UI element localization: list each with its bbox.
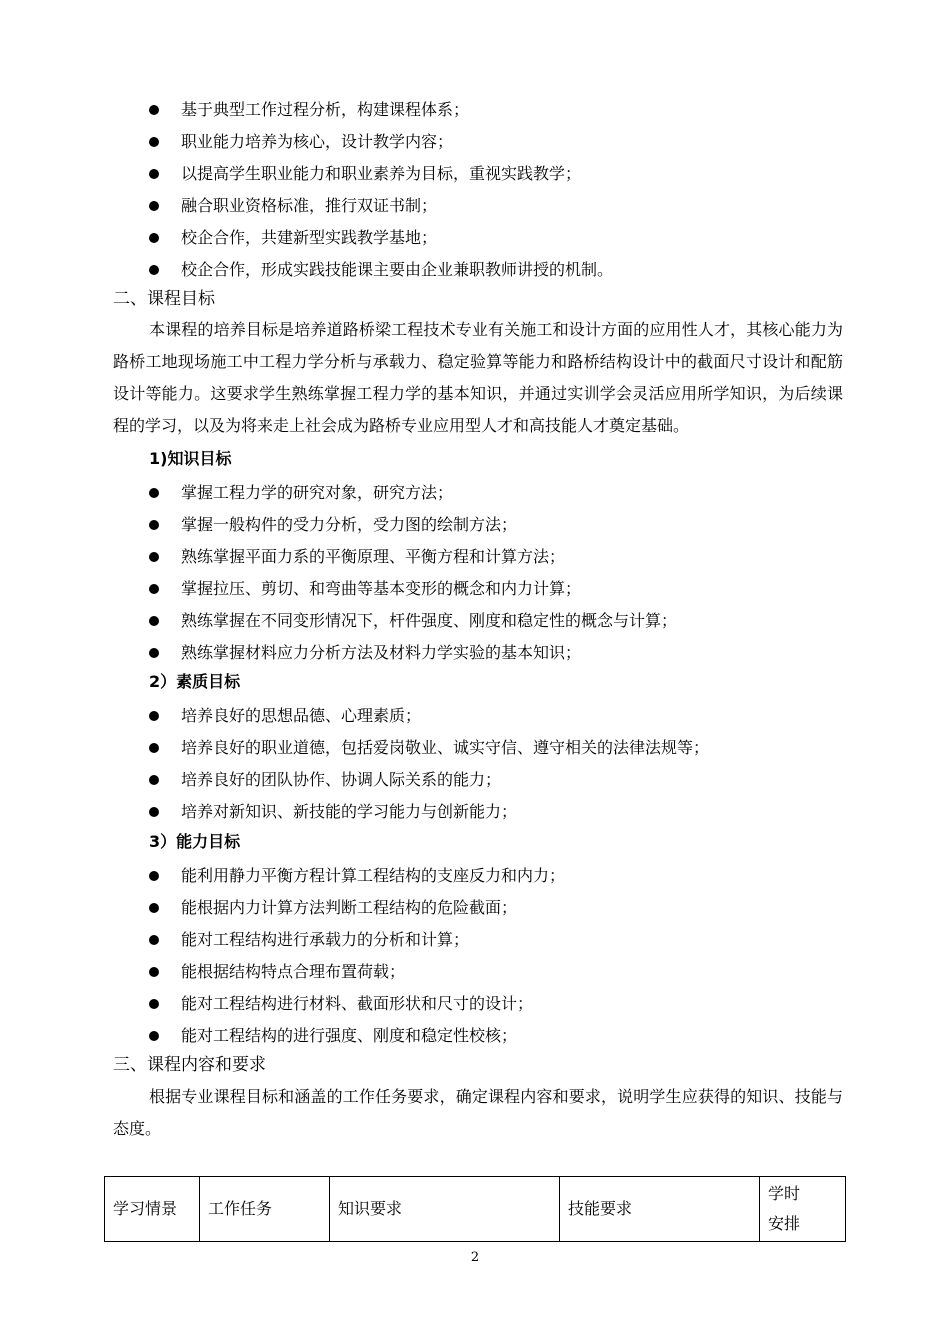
section-heading-content: 三、课程内容和要求 — [113, 1055, 266, 1075]
bullet-icon — [149, 584, 159, 594]
bullet-icon — [149, 137, 159, 147]
bullet-icon — [149, 488, 159, 498]
bullet-icon — [149, 999, 159, 1009]
table-header-cell-hours — [760, 1177, 846, 1242]
table-header-cell: 工作任务 — [200, 1177, 330, 1242]
course-schedule-table — [104, 1176, 846, 1242]
bullet-icon — [149, 265, 159, 275]
goals-paragraph: 本课程的培养目标是培养道路桥梁工程技术专业有关施工和设计方面的应用性人才，其核心能力为路桥工地现场施工中工程力学分析与承载力、稳定验算等能力和路桥结构设计中的截面尺寸设计和配筋设计等能力。这要求学生熟练掌握工程力学的基本知识，并通过实训学会灵活应用所学知识，为后续课程的学习，以及为将来走上社会成为路桥专业应用型人才和高技能人才奠定基础。 — [113, 320, 843, 435]
bullet-icon — [149, 233, 159, 243]
bullet-icon — [149, 807, 159, 817]
bullet-icon — [149, 616, 159, 626]
bullet-icon — [149, 105, 159, 115]
hours-label-line2: 安排 — [768, 1214, 801, 1233]
bullet-icon — [149, 775, 159, 785]
section-heading-goals: 二、课程目标 — [113, 289, 215, 309]
table-header-cell: 知识要求 — [330, 1177, 560, 1242]
bullet-icon — [149, 1031, 159, 1041]
bullet-icon — [149, 520, 159, 530]
bullet-icon — [149, 648, 159, 658]
bullet-icon — [149, 552, 159, 562]
bullet-icon — [149, 169, 159, 179]
content-paragraph: 根据专业课程目标和涵盖的工作任务要求，确定课程内容和要求，说明学生应获得的知识、技能与态度。 — [113, 1087, 843, 1138]
bullet-icon — [149, 903, 159, 913]
table-header-cell: 学习情景 — [105, 1177, 200, 1242]
bullet-icon — [149, 967, 159, 977]
bullet-icon — [149, 201, 159, 211]
bullet-icon — [149, 871, 159, 881]
knowledge-goals-title: 1)知识目标 — [149, 449, 232, 468]
document-page: 基于典型工作过程分析，构建课程体系； 职业能力培养为核心，设计教学内容； 以提高学生职业能力和职业素养为目标，重视实践教学； 融合职业资格标准，推行双证书制； 校企合作，共建新型实践教学基地； 校企合作，形成实践技能课主要由企业兼职教师讲授的机制。 二、课程目标 本课程的培养目标是培养道路桥梁工程技术专业有关施工和设计方面的应用性人才，其核心能力为路桥工地现场施工中工程力学分析与承载力、稳定验算等能力和路桥结构设计中的截面尺寸设计和配筋设计等能力。这要求学生熟练掌握工程力学的基本知识，并通过实训学会灵活应用所学知识，为后续课程的学习，以及为将来走上社会成为路桥专业应用型人才和高技能人才奠定基础。 1)知识目标 掌握工程力学的研究对象，研究方法； 掌握一般构件的受力分析，受力图的绘制方法； 熟练掌握平面力系的平衡原理、平衡方程和计算方法； 掌握拉压、剪切、和弯曲等基本变形的概念和内力计算； 熟练掌握在不同变形情况下，杆件强度、刚度和稳定性的概念与计算； 熟练掌握材料应力分析方法及材料力学实验的基本知识； 2）素质目标 培养良好的思想品德、心理素质； 培养良好的职业道德，包括爱岗敬业、诚实守信、遵守相关的法律法规等； 培养良好的团队协作、协调人际关系的能力； 培养对新知识、新技能的学习能力与创新能力； 3）能力目标 能利用静力平衡方程计算工程结构的支座反力和内力； 能根据内力计算方法判断工程结构的危险截面； 能对工程结构进行承载力的分析和计算； 能根据结构特点合理布置荷载； 能对工程结构进行材料、截面形状和尺寸的设计； 能对工程结构的进行强度、刚度和稳定性校核； 三、课程内容和要求 根据专业课程目标和涵盖的工作任务要求，确定课程内容和要求，说明学生应获得的知识、技能与态度。 学习情景 工作任务 知识要求 技能要求 学时 安排 2 — [0, 0, 950, 1344]
page-number: 2 — [470, 1250, 480, 1265]
bullet-icon — [149, 743, 159, 753]
bullet-icon — [149, 711, 159, 721]
quality-goals-title: 2）素质目标 — [149, 672, 241, 691]
table-header-row — [105, 1177, 846, 1242]
ability-goals-title: 3）能力目标 — [149, 832, 241, 851]
hours-label-line1: 学时 — [768, 1184, 801, 1203]
bullet-icon — [149, 935, 159, 945]
table-header-cell: 技能要求 — [560, 1177, 760, 1242]
